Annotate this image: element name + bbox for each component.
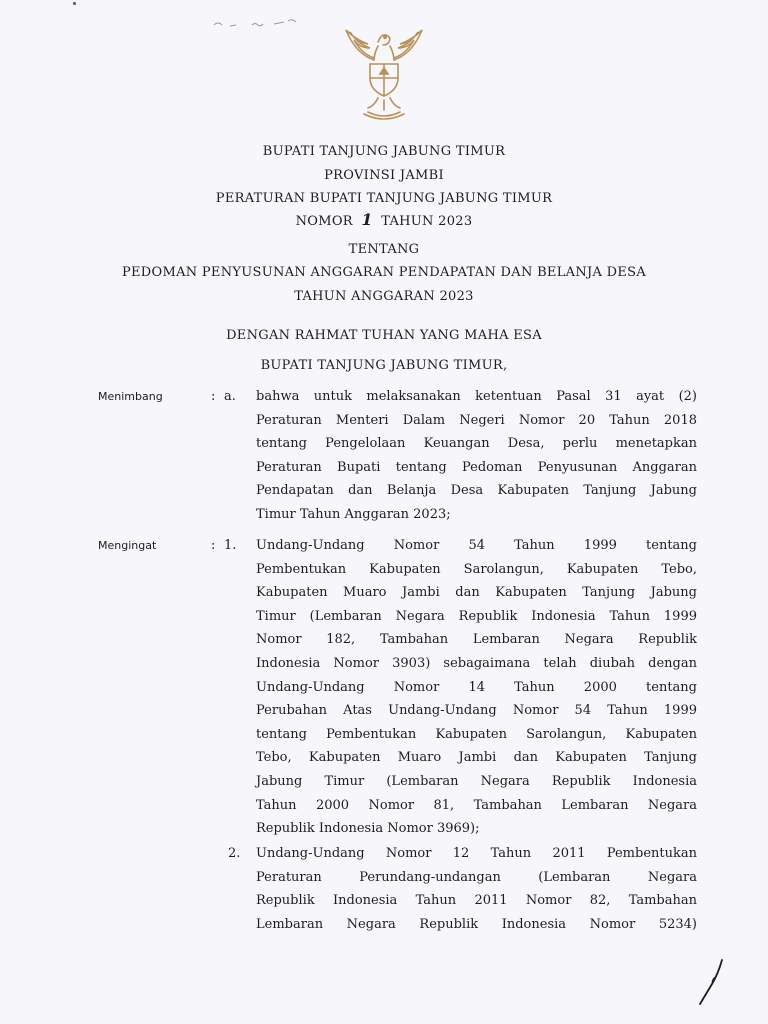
paragraph-line: Timur Tahun Anggaran 2023; bbox=[256, 506, 451, 522]
mengingat-item-1 bbox=[256, 534, 697, 841]
paragraph-line: tentang Pengelolaan Keuangan Desa, perlu menetapkan bbox=[256, 436, 697, 452]
paragraph-line: Peraturan Menteri Dalam Negeri Nomor 20 Tahun 2018 bbox=[256, 412, 697, 428]
mengingat-item-2 bbox=[256, 842, 697, 936]
paragraph-line: Jabung Timur (Lembaran Negara Republik Indonesia bbox=[256, 773, 697, 789]
paragraph-line: Pendapatan dan Belanja Desa Kabupaten Tanjung Jabung bbox=[256, 483, 697, 499]
garuda-emblem-icon bbox=[334, 20, 434, 128]
paragraph-line: Tahun 2000 Nomor 81, Tambahan Lembaran Negara bbox=[256, 797, 697, 813]
paragraph-line: Republik Indonesia Tahun 2011 Nomor 82, Tambahan bbox=[256, 893, 697, 909]
menimbang-colon: : bbox=[211, 389, 216, 404]
nomor-value: 1 bbox=[361, 210, 373, 229]
regulation-title: PERATURAN BUPATI TANJUNG JABUNG TIMUR bbox=[215, 191, 553, 206]
paragraph-line: Nomor 182, Tambahan Lembaran Negara Republik bbox=[256, 632, 697, 648]
mengingat-marker-2: 2. bbox=[228, 846, 241, 861]
menimbang-marker: a. bbox=[224, 389, 236, 404]
preamble-line2: BUPATI TANJUNG JABUNG TIMUR, bbox=[260, 358, 508, 373]
paragraph-line: tentang Pembentukan Kabupaten Sarolangun, Kabupaten bbox=[256, 726, 697, 742]
mengingat-colon: : bbox=[211, 538, 216, 553]
province-title: PROVINSI JAMBI bbox=[324, 168, 444, 183]
paragraph-line: Peraturan Perundang-undangan (Lembaran Negara bbox=[256, 869, 697, 885]
paragraph-line: Kabupaten Muaro Jambi dan Kabupaten Tanjung Jabung bbox=[256, 585, 697, 601]
speck-mark bbox=[73, 2, 76, 5]
paragraph-line: Indonesia Nomor 3903) sebagaimana telah diubah dengan bbox=[256, 655, 697, 671]
regulation-number bbox=[0, 212, 768, 230]
menimbang-label: Menimbang bbox=[98, 390, 163, 403]
paragraph-line: Republik Indonesia Nomor 3969); bbox=[256, 821, 480, 837]
preamble-line1: DENGAN RAHMAT TUHAN YANG MAHA ESA bbox=[226, 328, 542, 343]
tahun-label: TAHUN 2023 bbox=[381, 214, 473, 229]
paragraph-line: Tebo, Kabupaten Muaro Jambi dan Kabupaten Tanjung bbox=[256, 750, 697, 766]
issuer-title: BUPATI TANJUNG JABUNG TIMUR bbox=[262, 144, 506, 159]
paragraph-line: Perubahan Atas Undang-Undang Nomor 54 Tahun 1999 bbox=[256, 703, 697, 719]
faint-scribble-mark bbox=[212, 16, 302, 30]
paragraph-line: Lembaran Negara Republik Indonesia Nomor 5234) bbox=[256, 916, 697, 932]
paragraph-line: Peraturan Bupati tentang Pedoman Penyusunan Anggaran bbox=[256, 459, 697, 475]
mengingat-marker-1: 1. bbox=[224, 538, 237, 553]
subject-title-line1: PEDOMAN PENYUSUNAN ANGGARAN PENDAPATAN DAN BELANJA DESA bbox=[121, 265, 647, 280]
paragraph-line: Undang-Undang Nomor 54 Tahun 1999 tentang bbox=[256, 538, 697, 553]
paragraph-line: Undang-Undang Nomor 14 Tahun 2000 tentang bbox=[256, 679, 697, 695]
signature-mark-icon bbox=[696, 958, 726, 1008]
menimbang-paragraph bbox=[256, 385, 697, 527]
nomor-label: NOMOR bbox=[295, 214, 353, 229]
paragraph-line: bahwa untuk melaksanakan ketentuan Pasal 31 ayat (2) bbox=[256, 389, 697, 404]
paragraph-line: Pembentukan Kabupaten Sarolangun, Kabupaten Tebo, bbox=[256, 561, 697, 577]
subject-title-line2: TAHUN ANGGARAN 2023 bbox=[294, 289, 474, 304]
paragraph-line: Timur (Lembaran Negara Republik Indonesia Tahun 1999 bbox=[256, 608, 697, 624]
mengingat-label: Mengingat bbox=[98, 539, 157, 552]
tentang-heading: TENTANG bbox=[348, 242, 420, 257]
paragraph-line: Undang-Undang Nomor 12 Tahun 2011 Pembentukan bbox=[256, 846, 697, 861]
